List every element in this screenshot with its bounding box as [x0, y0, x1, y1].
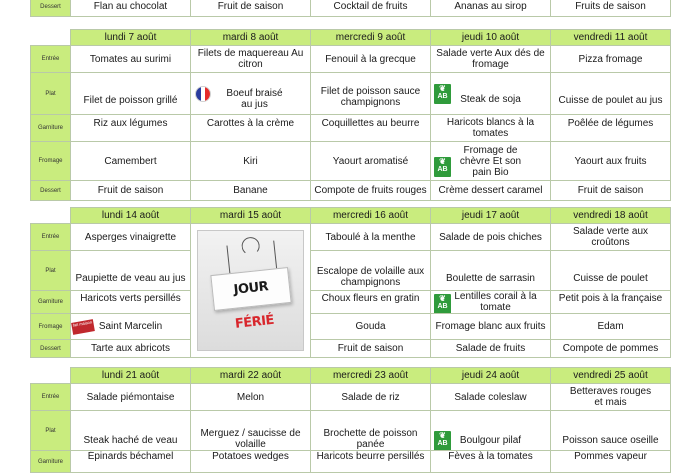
row-label-fromage: Fromage [31, 314, 71, 340]
header-corner [31, 368, 71, 384]
row-label-plat: Plat [31, 411, 71, 451]
header-corner [31, 208, 71, 224]
menu-cell: Melon [191, 384, 311, 411]
menu-cell: Choux fleurs en gratin [311, 291, 431, 314]
menu-cell: Salade piémontaise [71, 384, 191, 411]
row-label-garniture: Garniture [31, 451, 71, 473]
row-label-entree: Entrée [31, 384, 71, 411]
organic-bio-icon: ❦ AB [434, 431, 451, 451]
menu-cell: Salade verte aux croûtons [551, 224, 671, 251]
day-header: mardi 22 août [191, 368, 311, 384]
menu-cell: Salade coleslaw [431, 384, 551, 411]
menu-cell: Compote de fruits rouges [311, 181, 431, 201]
menu-cell: Steak haché de veau [71, 411, 191, 451]
row-label-plat: Plat [31, 73, 71, 115]
menu-cell: Brochette de poisson panée [311, 411, 431, 451]
fait-maison-badge-icon: fait maison [71, 319, 95, 335]
week-partial-top [30, 0, 671, 17]
menu-cell: Cuisse de poulet [551, 251, 671, 291]
menu-cell: Banane [191, 181, 311, 201]
holiday-illustration [197, 230, 304, 351]
day-header: vendredi 18 août [551, 208, 671, 224]
menu-cell: Tarte aux abricots [71, 340, 191, 358]
menu-cell: ❦ AB Boulgour pilaf [431, 411, 551, 451]
menu-cell: Crème dessert caramel [431, 181, 551, 201]
row-label-dessert: Dessert [31, 340, 71, 358]
menu-cell: Salade de fruits [431, 340, 551, 358]
menu-cell: Ananas au sirop [431, 0, 551, 17]
row-label-entree: Entrée [31, 224, 71, 251]
menu-cell: Poêlée de légumes [551, 115, 671, 142]
menu-cell: Boeuf braisé au jus [191, 73, 311, 115]
menu-cell: Fenouil à la grecque [311, 46, 431, 73]
menu-cell: ❦ AB Steak de soja [431, 73, 551, 115]
menu-cell: Paupiette de veau au jus [71, 251, 191, 291]
menu-cell: Potatoes wedges [191, 451, 311, 473]
week-table-1 [30, 29, 671, 201]
menu-cell: Tomates au surimi [71, 46, 191, 73]
row-label-dessert: Dessert [31, 0, 71, 17]
row-label-entree: Entrée [31, 46, 71, 73]
menu-cell: ❦ AB Lentilles corail à la tomate [431, 291, 551, 314]
holiday-sign: JOUR FÉRIÉ [210, 267, 291, 311]
menu-cell: ❦ AB Fromage de chèvre Et son pain Bio [431, 142, 551, 181]
header-corner [31, 30, 71, 46]
menu-cell: Betteraves rouges et mais [551, 384, 671, 411]
day-header: mercredi 9 août [311, 30, 431, 46]
menu-cell: Salade verte Aux dés de fromage [431, 46, 551, 73]
menu-cell: Compote de pommes [551, 340, 671, 358]
menu-cell: Filet de poisson grillé [71, 73, 191, 115]
menu-cell: Filet de poisson sauce champignons [311, 73, 431, 115]
menu-cell: Pizza fromage [551, 46, 671, 73]
day-header: mardi 15 août [191, 208, 311, 224]
day-header: mardi 8 août [191, 30, 311, 46]
day-header: jeudi 17 août [431, 208, 551, 224]
row-label-plat: Plat [31, 251, 71, 291]
french-flag-icon [195, 86, 211, 102]
day-header: vendredi 25 août [551, 368, 671, 384]
menu-cell: Coquillettes au beurre [311, 115, 431, 142]
menu-cell: Fruit de saison [191, 0, 311, 17]
menu-cell: Petit pois à la française [551, 291, 671, 314]
menu-cell: Boulette de sarrasin [431, 251, 551, 291]
day-header: lundi 21 août [71, 368, 191, 384]
day-header: mercredi 23 août [311, 368, 431, 384]
menu-cell: Épinards béchamel [71, 451, 191, 473]
menu-cell: Fromage blanc aux fruits [431, 314, 551, 340]
menu-cell: Yaourt aux fruits [551, 142, 671, 181]
menu-cell: Carottes à la crème [191, 115, 311, 142]
menu-cell: Escalope de volaille aux champignons [311, 251, 431, 291]
organic-bio-icon: ❦ AB [434, 294, 451, 314]
day-header: vendredi 11 août [551, 30, 671, 46]
menu-cell: Fruits de saison [551, 0, 671, 17]
menu-cell: Yaourt aromatisé [311, 142, 431, 181]
menu-cell: Edam [551, 314, 671, 340]
menu-cell: Haricots verts persillés [71, 291, 191, 314]
day-header: lundi 7 août [71, 30, 191, 46]
menu-cell: Salade de riz [311, 384, 431, 411]
menu-cell: Gouda [311, 314, 431, 340]
menu-cell: Poisson sauce oseille [551, 411, 671, 451]
menu-cell: Fruit de saison [71, 181, 191, 201]
menu-cell: Asperges vinaigrette [71, 224, 191, 251]
menu-cell: Fruit de saison [311, 340, 431, 358]
menu-cell: Cuisse de poulet au jus [551, 73, 671, 115]
row-label-dessert: Dessert [31, 181, 71, 201]
day-header: mercredi 16 août [311, 208, 431, 224]
menu-cell: Haricots blancs à la tomates [431, 115, 551, 142]
row-label-fromage: Fromage [31, 142, 71, 181]
menu-cell: Merguez / saucisse de volaille [191, 411, 311, 451]
week-table-3 [30, 367, 671, 473]
menu-cell: Cocktail de fruits [311, 0, 431, 17]
day-header: jeudi 10 août [431, 30, 551, 46]
menu-cell: Fèves à la tomates [431, 451, 551, 473]
row-label-garniture: Garniture [31, 291, 71, 314]
menu-cell: fait maison Saint Marcelin [71, 314, 191, 340]
menu-cell: Filets de maquereau Au citron [191, 46, 311, 73]
organic-bio-icon: ❦ AB [434, 84, 451, 104]
menu-cell: Kiri [191, 142, 311, 181]
holiday-cell [191, 224, 311, 358]
menu-cell: Haricots beurre persillés [311, 451, 431, 473]
menu-cell: Taboulé à la menthe [311, 224, 431, 251]
menu-cell: Riz aux légumes [71, 115, 191, 142]
menu-cell: Fruit de saison [551, 181, 671, 201]
organic-bio-icon: ❦ AB [434, 157, 451, 177]
menu-cell: Flan au chocolat [71, 0, 191, 17]
menu-cell: Camembert [71, 142, 191, 181]
day-header: jeudi 24 août [431, 368, 551, 384]
menu-cell: Pommes vapeur [551, 451, 671, 473]
week-table-2 [30, 207, 671, 358]
day-header: lundi 14 août [71, 208, 191, 224]
menu-cell: Salade de pois chiches [431, 224, 551, 251]
row-label-garniture: Garniture [31, 115, 71, 142]
